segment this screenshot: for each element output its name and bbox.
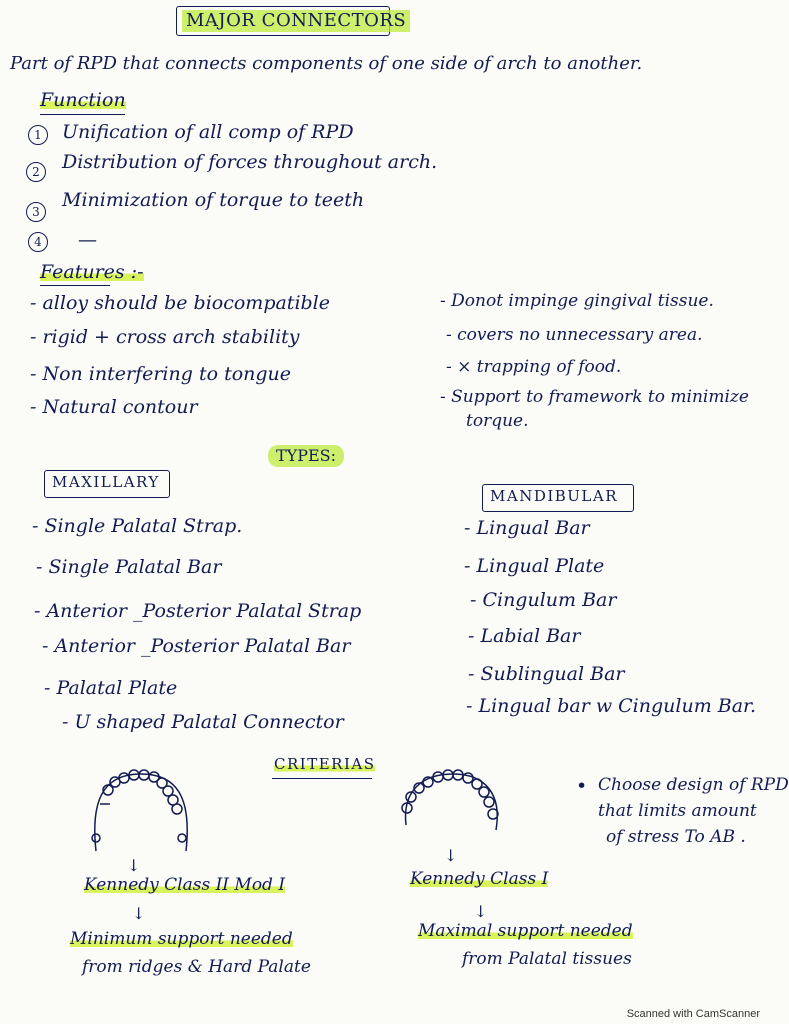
features-heading: Features :- xyxy=(40,261,144,283)
feature-right-4: - Support to framework to minimize xyxy=(440,387,749,407)
arrow-down-left-1: ↓ xyxy=(127,856,141,875)
maxillary-heading: MAXILLARY xyxy=(52,473,160,491)
note-bullet: • xyxy=(576,775,588,797)
note-line-1: Choose design of RPD xyxy=(598,775,789,795)
features-underline xyxy=(40,285,110,286)
right-support-line-1: Maximal support needed xyxy=(418,921,633,941)
left-kennedy-class: Kennedy Class II Mod I xyxy=(84,875,286,895)
function-item-3: Minimization of torque to teeth xyxy=(62,189,365,211)
page-title: MAJOR CONNECTORS xyxy=(182,10,410,32)
function-num-1: 1 xyxy=(28,125,48,145)
arrow-down-right-1: ↓ xyxy=(444,846,458,865)
function-num-4: 4 xyxy=(28,232,48,252)
function-item-4: — xyxy=(78,229,97,251)
maxillary-item-5: - Palatal Plate xyxy=(44,677,178,699)
function-num-2: 2 xyxy=(26,162,46,182)
feature-right-5: torque. xyxy=(466,411,529,431)
mandibular-item-2: - Lingual Plate xyxy=(464,555,605,577)
feature-left-3: - Non interfering to tongue xyxy=(30,363,292,385)
feature-left-1: - alloy should be biocompatible xyxy=(30,292,331,314)
arrow-down-right-2: ↓ xyxy=(474,902,488,921)
arrow-down-left-2: ↓ xyxy=(132,904,146,923)
feature-right-2: - covers no unnecessary area. xyxy=(446,325,703,345)
mandibular-item-4: - Labial Bar xyxy=(468,625,581,647)
scanner-footer: Scanned with CamScanner xyxy=(626,1008,760,1020)
function-underline xyxy=(40,114,125,115)
left-support-line-2: from ridges & Hard Palate xyxy=(82,957,311,977)
mandibular-item-1: - Lingual Bar xyxy=(464,517,590,539)
right-kennedy-class: Kennedy Class I xyxy=(410,869,549,889)
function-num-3: 3 xyxy=(26,202,46,222)
note-line-2: that limits amount xyxy=(598,801,757,821)
definition-text: Part of RPD that connects components of one side of arch to another. xyxy=(10,53,643,74)
feature-right-1: - Donot impinge gingival tissue. xyxy=(440,291,714,311)
mandibular-item-6: - Lingual bar w Cingulum Bar. xyxy=(466,695,757,717)
criteria-heading: CRITERIAS xyxy=(274,755,376,773)
types-heading: TYPES: xyxy=(268,445,344,467)
maxillary-item-3: - Anterior _Posterior Palatal Strap xyxy=(34,600,362,622)
mandibular-item-5: - Sublingual Bar xyxy=(468,663,625,685)
right-support-line-2: from Palatal tissues xyxy=(462,949,632,969)
function-item-1: Unification of all comp of RPD xyxy=(62,121,354,143)
arch-drawing-right xyxy=(398,770,508,850)
maxillary-item-6: - U shaped Palatal Connector xyxy=(62,711,344,733)
left-support-line-1: Minimum support needed xyxy=(70,929,293,949)
arch-drawing-left xyxy=(86,766,196,856)
feature-left-2: - rigid + cross arch stability xyxy=(30,326,300,348)
maxillary-item-1: - Single Palatal Strap. xyxy=(32,515,243,537)
feature-right-3: - × trapping of food. xyxy=(446,357,622,377)
feature-left-4: - Natural contour xyxy=(30,396,198,418)
mandibular-heading: MANDIBULAR xyxy=(490,487,619,505)
note-line-3: of stress To AB . xyxy=(606,827,746,847)
criteria-underline xyxy=(272,778,372,779)
function-item-2: Distribution of forces throughout arch. xyxy=(62,151,438,173)
maxillary-item-4: - Anterior _Posterior Palatal Bar xyxy=(42,635,351,657)
mandibular-item-3: - Cingulum Bar xyxy=(470,589,617,611)
maxillary-item-2: - Single Palatal Bar xyxy=(36,556,222,578)
function-heading: Function xyxy=(40,89,126,111)
